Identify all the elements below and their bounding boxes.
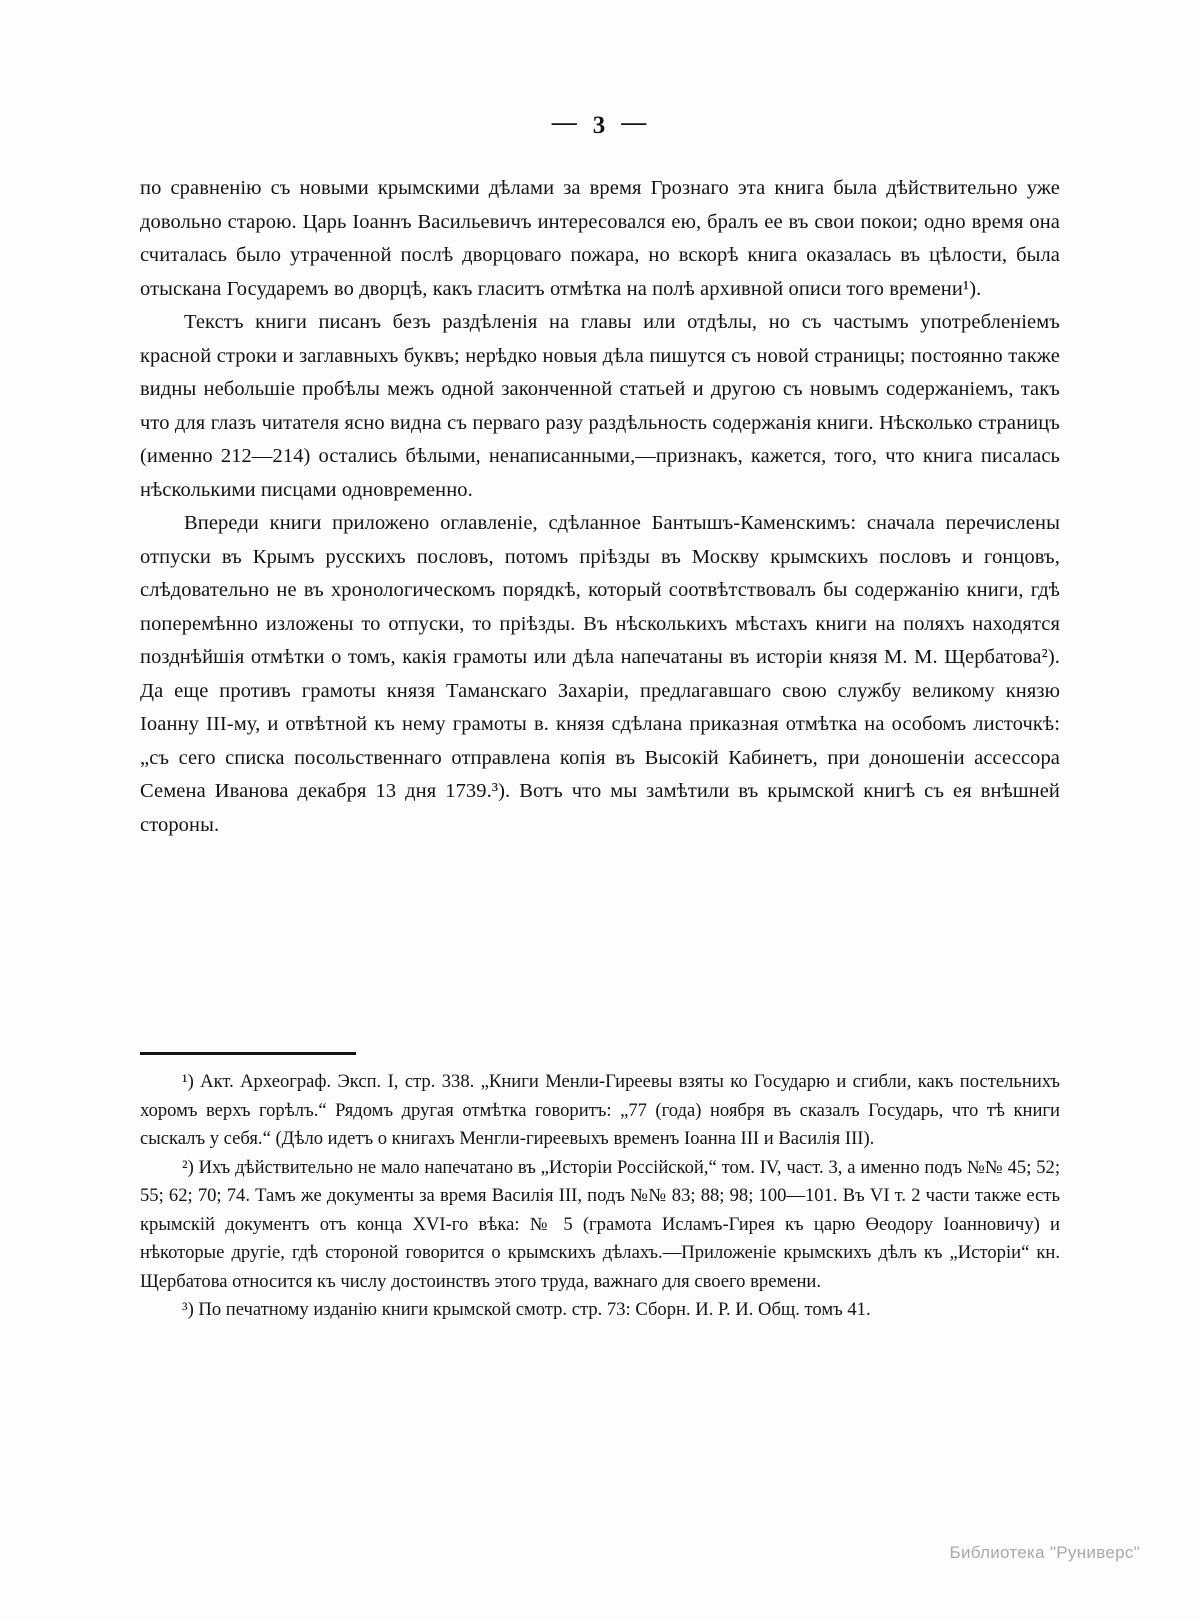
footnote-item: ³) По печатному изданію книги крымской смотр. стр. 73: Сборн. И. Р. И. Общ. томъ 41. [182,1299,871,1320]
page-number-dash-left: — [551,109,579,136]
body-text [140,172,1060,842]
footnote-item: ²) Ихъ дѣйствительно не мало напечатано въ „Исторіи Россійской,“ том. IV, част. 3, а именно подъ №№ 45; 52; 55; 62; 70; 74. Тамъ же документы за время Василія III, подъ №№ 83; 88; 98; 100—101. Въ VI т. 2 части также есть крымскій документъ отъ конца XVI-го вѣка: № 5 (грамота Исламъ-Гирея къ царю Өеодору Іоанновичу) и нѣкоторые другіе, гдѣ стороной говорится о крымскихъ дѣлахъ.—Приложеніе крымскихъ дѣлъ къ „Исторіи“ кн. Щербатова относится къ числу достоинствъ этого труда, важнаго для своего времени. [140,1156,1060,1292]
paragraph: Впереди книги приложено оглавленіе, сдѣланное Бантышъ-Каменскимъ: сначала перечислены отпуски въ Крымъ русскихъ пословъ, потомъ пріѣзды въ Москву крымскихъ пословъ и гонцовъ, слѣдовательно не въ хронологическомъ порядкѣ, который соотвѣтствовалъ бы содержанію книги, гдѣ поперемѣнно изложены то отпуски, то пріѣзды. Въ нѣсколькихъ мѣстахъ книги на поляхъ находятся позднѣйшія отмѣтки о томъ, какія грамоты или дѣла напечатаны въ исторіи князя М. М. Щербатова²). Да еще противъ грамоты князя Таманскаго Захаріи, предлагавшаго свою службу великому князю Іоанну III-му, и отвѣтной къ нему грамоты в. князя сдѣлана приказная отмѣтка на особомъ листочкѣ: „съ сего списка посольственнаго отправлена копія въ Высокій Кабинетъ, при доношеніи ассессора Семена Иванова декабря 13 дня 1739.³). Вотъ что мы замѣтили въ крымской книгѣ съ ея внѣшней стороны. [140,512,1060,836]
footnote-item: ¹) Акт. Археограф. Эксп. I, стр. 338. „Книги Менли-Гиреевы взяты ко Государю и сгибли, какъ постельнихъ хоромъ верхъ горѣлъ.“ Рядомъ другая отмѣтка говоритъ: „77 (года) ноября въ сказалъ Государь, что тѣ книги сыскалъ у себя.“ (Дѣло идетъ о книгахъ Менгли-гиреевыхъ временъ Іоанна III и Василія III). [140,1071,1060,1149]
footnote-separator-rule [140,1052,356,1055]
page-number-dash-right: — [621,109,649,136]
library-watermark: Библиотека "Руниверс" [949,1543,1140,1562]
footnotes-block [140,1068,1060,1325]
page-number-value: 3 [592,112,608,139]
paragraph: Текстъ книги писанъ безъ раздѣленія на главы или отдѣлы, но съ частымъ употребленіемъ красной строки и заглавныхъ буквъ; нерѣдко новыя дѣла пишутся съ новой страницы; постоянно также видны небольшіе пробѣлы межъ одной законченной статьей и другою съ новымъ содержаніемъ, такъ что для глазъ читателя ясно видна съ перваго разу раздѣльность содержанія книги. Нѣсколько страницъ (именно 212—214) остались бѣлыми, ненаписанными,—признакъ, кажется, того, что книга писалась нѣсколькими писцами одновременно. [140,311,1060,501]
page-number [0,109,1200,140]
paragraph: по сравненію съ новыми крымскими дѣлами за время Грознаго эта книга была дѣйствительно уже довольно старою. Царь Іоаннъ Васильевичъ интересовался ею, бралъ ее въ свои покои; одно время она считалась было утраченной послѣ дворцоваго пожара, но вскорѣ книга оказалась въ цѣлости, была отыскана Государемъ во дворцѣ, какъ гласитъ отмѣтка на полѣ архивной описи того времени¹). [140,177,1060,300]
